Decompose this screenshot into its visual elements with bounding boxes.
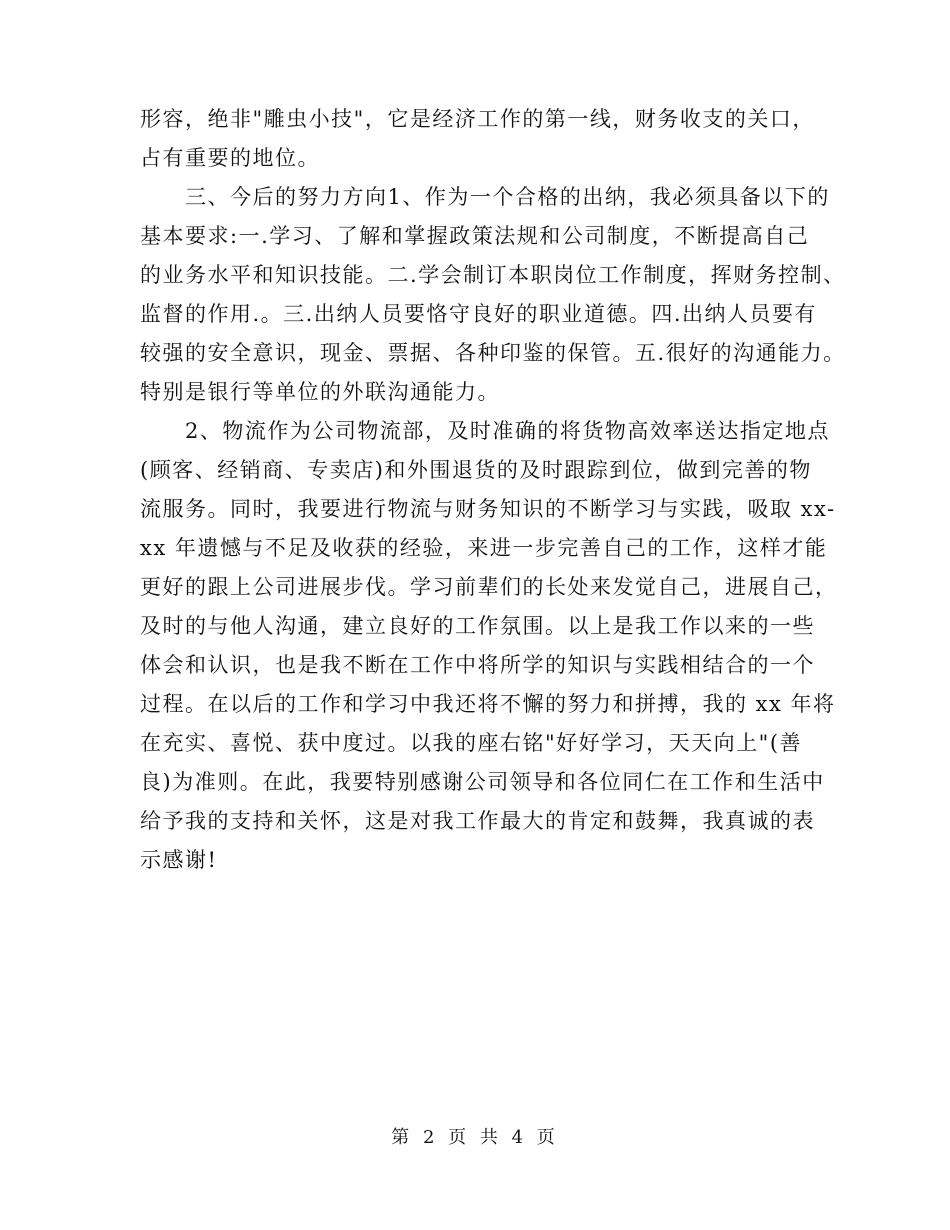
text-line: 良)为准则。在此，我要特别感谢公司领导和各位同仁在工作和生活中 [140, 770, 825, 794]
text-line: xx 年遗憾与不足及收获的经验，来进一步完善自己的工作，这样才能 [140, 536, 828, 560]
text-line: 示感谢! [140, 848, 218, 872]
text-line: 给予我的支持和关怀，这是对我工作最大的肯定和鼓舞，我真诚的表 [140, 809, 815, 833]
text-line: 体会和认识，也是我不断在工作中将所学的知识与实践相结合的一个 [140, 653, 815, 677]
text-line: 的业务水平和知识技能。二.学会制订本职岗位工作制度，挥财务控制、 [140, 263, 846, 287]
text-line: 基本要求:一.学习、了解和掌握政策法规和公司制度，不断提高自己 [140, 224, 810, 248]
text-line: 及时的与他人沟通，建立良好的工作氛围。以上是我工作以来的一些 [140, 614, 815, 638]
text-line: 2、物流作为公司物流部，及时准确的将货物高效率送达指定地点 [185, 419, 830, 443]
text-line: 形容，绝非"雕虫小技"，它是经济工作的第一线，财务收支的关口， [140, 107, 815, 131]
text-line: 监督的作用.。三.出纳人员要恪守良好的职业道德。四.出纳人员要有 [140, 302, 818, 326]
text-line: 过程。在以后的工作和学习中我还将不懈的努力和拼搏，我的 xx 年将 [140, 692, 836, 716]
text-line: (顾客、经销商、专卖店)和外围退货的及时跟踪到位，做到完善的物 [140, 458, 812, 482]
text-line: 较强的安全意识，现金、票据、各种印鉴的保管。五.很好的沟通能力。 [140, 341, 846, 365]
page-number-footer: 第 2 页 共 4 页 [391, 1127, 559, 1148]
body-text [140, 100, 846, 880]
text-line: 更好的跟上公司进展步伐。学习前辈们的长处来发觉自己，进展自己， [140, 575, 838, 599]
text-line: 特别是银行等单位的外联沟通能力。 [140, 380, 500, 404]
text-line: 流服务。同时，我要进行物流与财务知识的不断学习与实践，吸取 xx- [140, 497, 836, 521]
text-line: 在充实、喜悦、获中度过。以我的座右铭"好好学习，天天向上"(善 [140, 731, 803, 755]
text-line: 占有重要的地位。 [140, 146, 320, 170]
text-line: 三、今后的努力方向1、作为一个合格的出纳，我必须具备以下的 [185, 185, 830, 209]
